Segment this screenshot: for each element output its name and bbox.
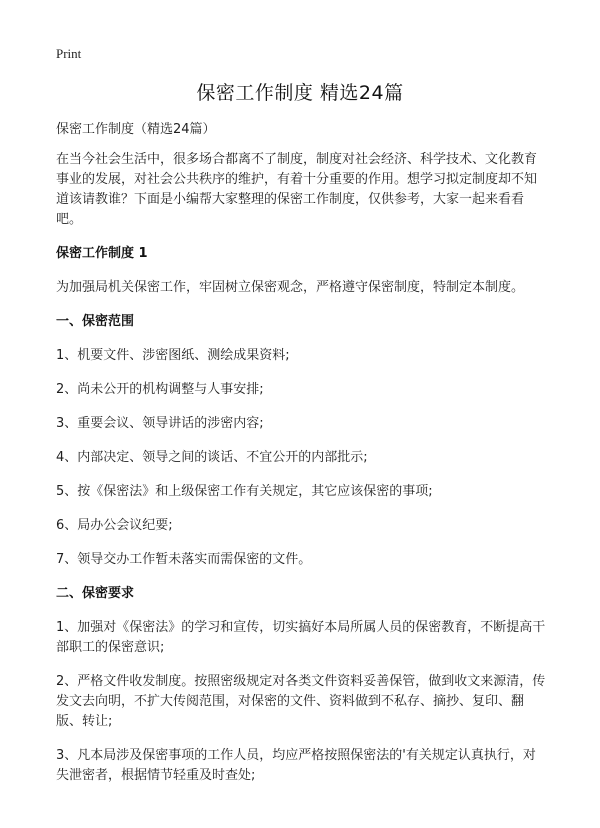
list-item: 2、严格文件收发制度。按照密级规定对各类文件资料妥善保管，做到收文来源清，传发文去向明，不扩大传阅范围，对保密的文件、资料做到不私存、摘抄、复印、翻版、转让; bbox=[56, 674, 546, 729]
document-body bbox=[56, 120, 548, 800]
list-item: 7、领导交办工作暂未落实而需保密的文件。 bbox=[56, 552, 312, 567]
document-subtitle: 保密工作制度（精选24篇） bbox=[56, 122, 216, 137]
list-item: 4、内部决定、领导之间的谈话、不宜公开的内部批示; bbox=[56, 450, 368, 465]
list-item: 3、凡本局涉及保密事项的工作人员，均应严格按照保密法的'有关规定认真执行，对失泄密者，根据情节轻重及时查处; bbox=[56, 748, 536, 783]
section-heading-scope: 一、保密范围 bbox=[56, 314, 135, 329]
intro-paragraph: 在当今社会生活中，很多场合都离不了制度，制度对社会经济、科学技术、文化教育事业的发展，对社会公共秩序的维护，有着十分重要的作用。想学习拟定制度却不知道该请教谁？下面是小编帮大家整理的保密工作制度，仅供参考，大家一起来看看吧。 bbox=[56, 152, 538, 227]
section-heading-requirements: 二、保密要求 bbox=[56, 586, 135, 601]
list-item: 2、尚未公开的机构调整与人事安排; bbox=[56, 382, 264, 397]
list-item: 6、局办公会议纪要; bbox=[56, 518, 173, 533]
purpose-paragraph: 为加强局机关保密工作，牢固树立保密观念，严格遵守保密制度，特制定本制度。 bbox=[56, 280, 525, 295]
print-label[interactable]: Print bbox=[56, 46, 82, 61]
list-item: 3、重要会议、领导讲话的涉密内容; bbox=[56, 416, 264, 431]
article-heading: 保密工作制度 1 bbox=[56, 246, 148, 261]
list-item: 1、加强对《保密法》的学习和宣传，切实搞好本局所属人员的保密教育，不断提高干部职工的保密意识; bbox=[56, 620, 546, 655]
list-item: 1、机要文件、涉密图纸、测绘成果资料; bbox=[56, 348, 290, 363]
page-title: 保密工作制度 精选24篇 bbox=[196, 82, 404, 104]
list-item: 5、按《保密法》和上级保密工作有关规定，其它应该保密的事项; bbox=[56, 484, 433, 499]
